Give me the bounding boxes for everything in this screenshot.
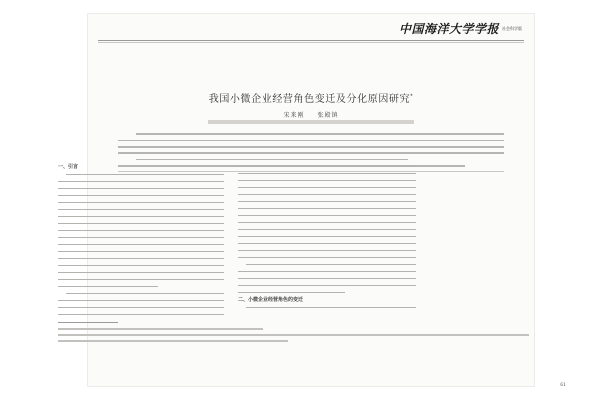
body-line: [238, 304, 416, 311]
body-line: [238, 191, 416, 198]
author-2: 张殿镇: [317, 112, 339, 119]
journal-edition-line-1: 社会科学版: [502, 26, 522, 31]
body-line: [238, 240, 416, 247]
body-column-right: [238, 163, 416, 311]
section-heading-2: 二、小微企业经营角色的变迁: [238, 297, 304, 303]
body-line: [238, 282, 416, 289]
affiliation-line: [88, 120, 534, 124]
body-line: [58, 311, 224, 318]
body-line: [238, 268, 416, 275]
body-line: [238, 219, 416, 226]
body-line: [238, 233, 416, 240]
body-line: [58, 192, 224, 199]
footnote-line: [58, 338, 570, 344]
body-line: [58, 178, 224, 185]
body-line: [58, 255, 224, 262]
body-line: [58, 269, 224, 276]
body-line: [238, 247, 416, 254]
title-footnote-marker: *: [410, 93, 414, 100]
header-rule: [98, 40, 524, 41]
body-line: [58, 241, 224, 248]
author-1: 宋来刚: [283, 112, 305, 119]
body-line: [238, 205, 416, 212]
body-line: [238, 177, 416, 184]
article-title-text: 我国小微企业经营角色变迁及分化原因研究: [208, 94, 411, 105]
journal-masthead: [399, 20, 522, 37]
article-title: [88, 90, 534, 105]
body-line: [58, 206, 224, 213]
body-line: [58, 199, 224, 206]
body-line: [58, 276, 224, 283]
body-line: [238, 261, 416, 268]
body-line: [58, 304, 224, 311]
body-line: [238, 226, 416, 233]
page-number: 61: [560, 383, 566, 388]
section-heading-intro: 一、引言: [58, 164, 79, 170]
footnote-rule: [58, 322, 118, 323]
affiliation-text-illegible: [208, 120, 414, 124]
body-line: [58, 297, 224, 304]
journal-title: 中国海洋大学学报: [398, 22, 499, 36]
body-line: [58, 283, 224, 290]
author-line: [88, 110, 534, 119]
body-column-left: [58, 163, 224, 318]
body-line: [58, 262, 224, 269]
body-line: [58, 213, 224, 220]
body-line: [238, 289, 416, 296]
body-line: [58, 220, 224, 227]
body-line: [238, 170, 416, 177]
body-line: [238, 212, 416, 219]
body-line: [238, 198, 416, 205]
body-line: [58, 171, 224, 178]
footnote-block: [58, 326, 570, 344]
body-line: [58, 227, 224, 234]
body-line: [238, 163, 416, 170]
header-rule-thin: [98, 42, 524, 43]
body-line: [238, 254, 416, 261]
body-line: [58, 290, 224, 297]
body-line: [238, 184, 416, 191]
body-line: [238, 275, 416, 282]
body-line: [58, 234, 224, 241]
body-line: [58, 248, 224, 255]
journal-edition: [502, 26, 522, 31]
body-line: [58, 185, 224, 192]
